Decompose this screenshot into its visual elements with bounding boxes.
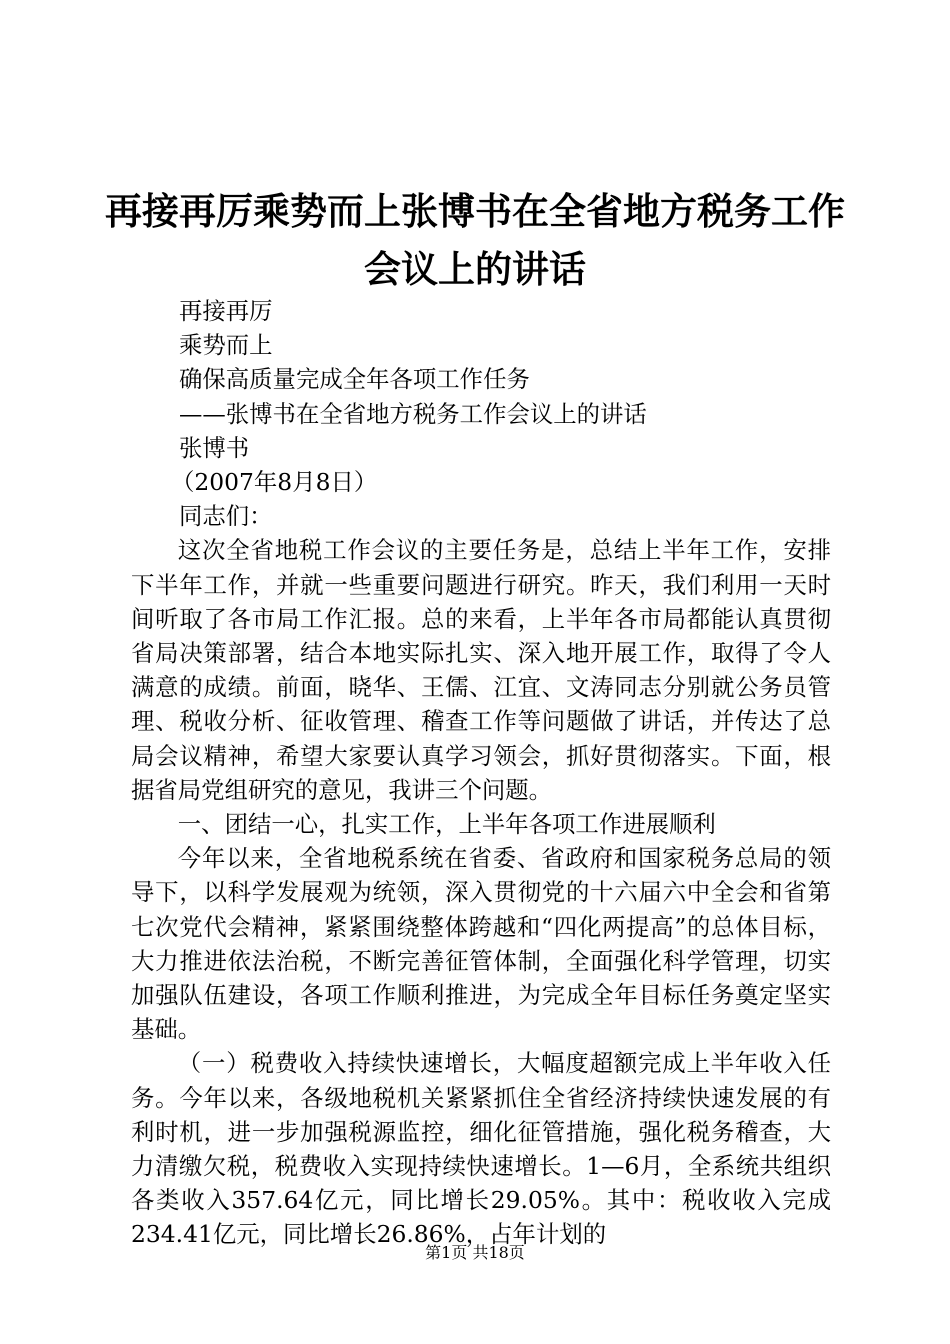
subtitle-line-4: ——张博书在全省地方税务工作会议上的讲话 bbox=[179, 399, 647, 428]
title-line-1: 再接再厉乘势而上张博书在全省地方税务工作 bbox=[105, 189, 845, 233]
title-line-2: 会议上的讲话 bbox=[364, 247, 586, 291]
body-paragraph-intro: 这次全省地税工作会议的主要任务是，总结上半年工作，安排下半年工作，并就一些重要问题进行研究。昨天，我们利用一天时间听取了各市局工作汇报。总的来看，上半年各市局都能认真贯彻省局决策部署，结合本地实际扎实、深入地开展工作，取得了令人满意的成绩。前面，晓华、王儒、江宜、文涛同志分别就公务员管理、税收分析、征收管理、稽查工作等问题做了讲话，并传达了总局会议精神，希望大家要认真学习领会，抓好贯彻落实。下面，根据省局党组研究的意见，我讲三个问题。 bbox=[131, 536, 831, 804]
salutation: 同志们： bbox=[179, 502, 273, 531]
document-title bbox=[100, 182, 850, 298]
section-heading-1: 一、团结一心，扎实工作，上半年各项工作进展顺利 bbox=[177, 810, 716, 839]
body-paragraph-revenue: （一）税费收入持续快速增长，大幅度超额完成上半年收入任务。今年以来，各级地税机关紧紧抓住全省经济持续快速发展的有利时机，进一步加强税源监控，细化征管措施，强化税务稽查，大力清缴欠税，税费收入实现持续快速增长。1—6月，全系统共组织各类收入357.64亿元，同比增长29.05%。其中：税收收入完成234.41亿元，同比增长26.86%，占年计划的 bbox=[131, 1049, 831, 1249]
subtitle-line-1: 再接再厉 bbox=[179, 297, 273, 325]
subtitle-line-3: 确保高质量完成全年各项工作任务 bbox=[179, 365, 530, 394]
speech-date: （2007年8月8日） bbox=[171, 468, 378, 497]
page-number-footer: 第1页 共18页 bbox=[425, 1243, 525, 1262]
subtitle-line-2: 乘势而上 bbox=[179, 331, 273, 360]
body-paragraph-overview: 今年以来，全省地税系统在省委、省政府和国家税务总局的领导下，以科学发展观为统领，深入贯彻党的十六届六中全会和省第七次党代会精神，紧紧围绕整体跨越和“四化两提高”的总体目标，大力推进依法治税，不断完善征管体制，全面强化科学管理，切实加强队伍建设，各项工作顺利推进，为完成全年目标任务奠定坚实基础。 bbox=[131, 844, 831, 1044]
document-body bbox=[131, 294, 831, 1252]
speaker-name: 张博书 bbox=[179, 433, 250, 462]
